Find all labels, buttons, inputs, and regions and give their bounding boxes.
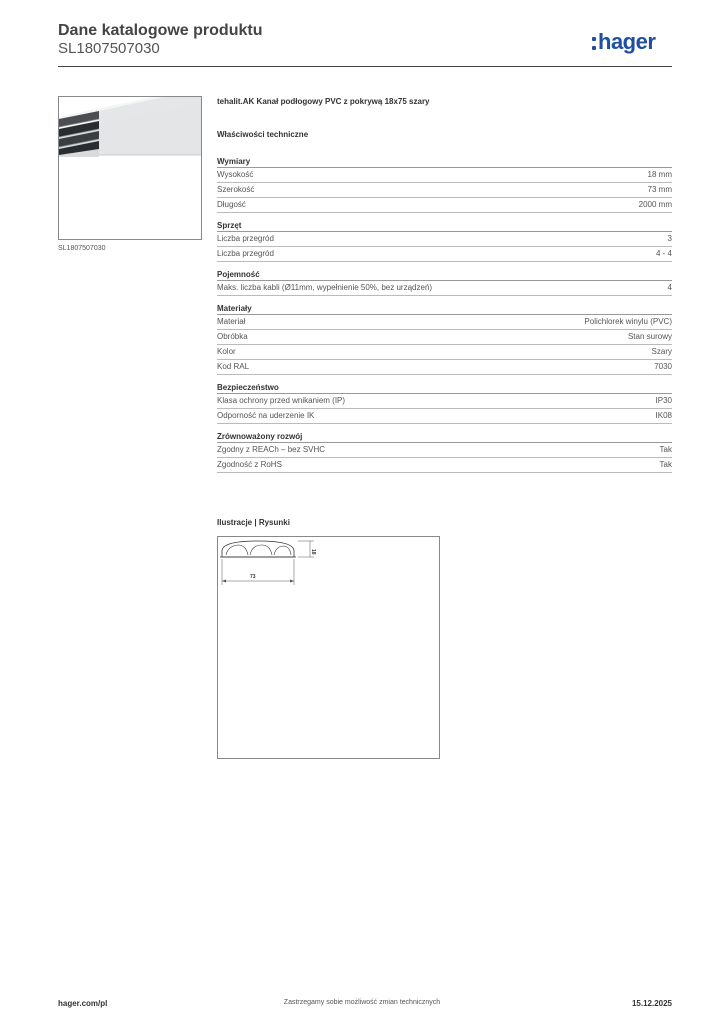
spec-row (217, 315, 672, 330)
logo-dots-icon (592, 37, 596, 50)
section-equipment (217, 220, 672, 262)
spec-row (217, 345, 672, 360)
section-title: Zrównoważony rozwój (217, 431, 672, 443)
section-sustainability (217, 431, 672, 473)
spec-label: Wysokość (217, 170, 254, 179)
spec-label: Klasa ochrony przed wnikaniem (IP) (217, 396, 346, 405)
section-title: Materiały (217, 303, 672, 315)
spec-row (217, 198, 672, 213)
logo-text: hager (598, 29, 656, 54)
spec-label: Maks. liczba kabli (Ø11mm, wypełnienie 50%, bez urządzeń) (217, 283, 433, 292)
page-title: Dane katalogowe produktu (58, 22, 263, 39)
illustrations-heading: Ilustracje | Rysunki (217, 518, 290, 527)
spec-row (217, 330, 672, 345)
spec-label: Zgodność z RoHS (217, 460, 282, 469)
spec-row (217, 394, 672, 409)
spec-label: Odporność na uderzenie IK (217, 411, 315, 420)
section-title: Sprzęt (217, 220, 672, 232)
product-code: SL1807507030 (58, 40, 160, 57)
photo-caption: SL1807507030 (58, 245, 106, 252)
dim-width-label: 73 (250, 574, 256, 580)
spec-value: Tak (659, 445, 672, 454)
product-photo (58, 96, 202, 240)
spec-value: 3 (667, 234, 672, 243)
spec-label: Liczba przegród (217, 249, 274, 258)
spec-row (217, 443, 672, 458)
cross-section-drawing (218, 537, 439, 758)
spec-value: Polichlorek winylu (PVC) (584, 317, 672, 326)
spec-row (217, 247, 672, 262)
section-title: Bezpieczeństwo (217, 382, 672, 394)
section-title: Pojemność (217, 269, 672, 281)
spec-value: Tak (659, 460, 672, 469)
spec-label: Szerokość (217, 185, 255, 194)
spec-value: 7030 (654, 362, 672, 371)
section-capacity (217, 269, 672, 296)
section-safety (217, 382, 672, 424)
spec-value: IK08 (655, 411, 672, 420)
spec-label: Długość (217, 200, 246, 209)
spec-value: Szary (651, 347, 672, 356)
spec-value: 4 (667, 283, 672, 292)
technical-drawing (217, 536, 440, 759)
section-title: Wymiary (217, 156, 672, 168)
spec-row (217, 168, 672, 183)
spec-row (217, 281, 672, 296)
spec-label: Materiał (217, 317, 246, 326)
spec-row (217, 360, 672, 375)
footer-note: Zastrzegamy sobie możliwość zmian technicznych (283, 999, 441, 1006)
section-dimensions (217, 156, 672, 213)
footer-website-link[interactable]: hager.com/pl (58, 999, 108, 1008)
dim-height-label: 18 (310, 549, 316, 555)
spec-value: 73 mm (647, 185, 672, 194)
hager-logo[interactable] (592, 28, 655, 56)
spec-value: IP30 (655, 396, 672, 405)
spec-row (217, 458, 672, 473)
spec-label: Zgodny z REACh – bez SVHC (217, 445, 326, 454)
spec-label: Kolor (217, 347, 236, 356)
spec-row (217, 232, 672, 247)
spec-label: Liczba przegród (217, 234, 274, 243)
cable-duct-image (59, 97, 201, 239)
spec-label: Obróbka (217, 332, 248, 341)
tech-heading: Właściwości techniczne (217, 130, 309, 139)
spec-value: 18 mm (647, 170, 672, 179)
spec-label: Kod RAL (217, 362, 250, 371)
product-name: tehalit.AK Kanał podłogowy PVC z pokrywą 18x75 szary (217, 97, 430, 106)
spec-row (217, 183, 672, 198)
header-divider (58, 66, 672, 67)
footer-date: 15.12.2025 (631, 999, 672, 1008)
spec-value: Stan surowy (627, 332, 672, 341)
spec-sections (217, 156, 672, 480)
section-materials (217, 303, 672, 375)
spec-row (217, 409, 672, 424)
spec-value: 2000 mm (638, 200, 672, 209)
spec-value: 4 - 4 (655, 249, 672, 258)
